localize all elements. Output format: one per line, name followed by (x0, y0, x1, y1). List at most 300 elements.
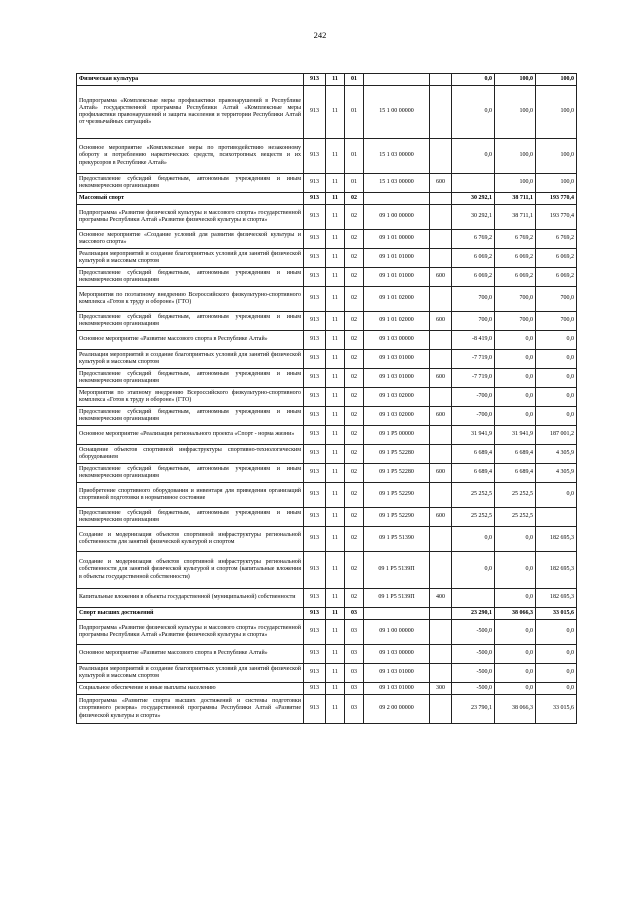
row-target-article (364, 74, 430, 86)
row-subsection-code: 02 (345, 464, 364, 483)
row-expense-type: 600 (430, 369, 452, 388)
row-amount-3: 0,0 (536, 664, 577, 683)
row-name: Предоставление субсидий бюджетным, автономным учреждениям и иным некоммерческим организациям (77, 369, 304, 388)
row-expense-type (430, 287, 452, 312)
row-name: Основное мероприятие «Создание условий для развития физической культуры и массового спорта» (77, 230, 304, 249)
row-expense-type (430, 350, 452, 369)
row-target-article: 15 1 03 00000 (364, 174, 430, 193)
row-target-article: 15 1 00 00000 (364, 86, 430, 139)
row-target-article: 09 1 01 00000 (364, 230, 430, 249)
row-name: Основное мероприятие «Реализация регионального проекта «Спорт - норма жизни» (77, 426, 304, 445)
row-amount-3: 0,0 (536, 483, 577, 508)
row-ved-code: 913 (304, 483, 326, 508)
row-amount-2: 0,0 (495, 407, 536, 426)
row-section-code: 11 (326, 589, 345, 608)
row-section-code: 11 (326, 287, 345, 312)
row-amount-2: 38 066,3 (495, 608, 536, 620)
table-row (77, 683, 577, 695)
row-ved-code: 913 (304, 350, 326, 369)
row-section-code: 11 (326, 388, 345, 407)
row-amount-1 (452, 589, 495, 608)
row-expense-type (430, 388, 452, 407)
row-amount-3: 700,0 (536, 312, 577, 331)
table-row (77, 695, 577, 724)
row-section-code: 11 (326, 331, 345, 350)
table-row (77, 508, 577, 527)
row-target-article: 09 1 01 02000 (364, 312, 430, 331)
row-subsection-code: 02 (345, 268, 364, 287)
row-target-article: 09 1 03 02000 (364, 388, 430, 407)
row-section-code: 11 (326, 174, 345, 193)
row-target-article: 09 1 03 01000 (364, 350, 430, 369)
table-row (77, 74, 577, 86)
row-subsection-code: 03 (345, 620, 364, 645)
row-section-code: 11 (326, 483, 345, 508)
row-expense-type: 300 (430, 683, 452, 695)
table-row (77, 620, 577, 645)
table-row (77, 426, 577, 445)
row-amount-3: 182 695,3 (536, 552, 577, 589)
row-section-code: 11 (326, 312, 345, 331)
row-amount-3: 100,0 (536, 174, 577, 193)
row-amount-2: 6 069,2 (495, 249, 536, 268)
row-subsection-code: 02 (345, 230, 364, 249)
row-name: Предоставление субсидий бюджетным, автономным учреждениям и иным некоммерческим организациям (77, 508, 304, 527)
row-subsection-code: 02 (345, 508, 364, 527)
row-expense-type (430, 483, 452, 508)
row-section-code: 11 (326, 139, 345, 174)
row-expense-type (430, 664, 452, 683)
row-subsection-code: 02 (345, 193, 364, 205)
table-row (77, 174, 577, 193)
row-expense-type (430, 139, 452, 174)
row-amount-2: 6 689,4 (495, 464, 536, 483)
row-amount-3: 6 069,2 (536, 249, 577, 268)
row-name: Создание и модернизация объектов спортивной инфраструктуры региональной собственности для занятий физической культурой и спортом (капитальные вложения в объекты государственной собственности) (77, 552, 304, 589)
table-row (77, 139, 577, 174)
row-amount-2: 0,0 (495, 664, 536, 683)
row-expense-type (430, 249, 452, 268)
table-row (77, 407, 577, 426)
row-ved-code: 913 (304, 407, 326, 426)
row-name: Предоставление субсидий бюджетным, автономным учреждениям и иным некоммерческим организациям (77, 464, 304, 483)
row-subsection-code: 01 (345, 174, 364, 193)
row-subsection-code: 03 (345, 683, 364, 695)
row-expense-type (430, 331, 452, 350)
row-subsection-code: 01 (345, 86, 364, 139)
row-amount-1: -500,0 (452, 683, 495, 695)
row-amount-2: 6 689,4 (495, 445, 536, 464)
row-target-article: 15 1 03 00000 (364, 139, 430, 174)
row-amount-1: -8 419,0 (452, 331, 495, 350)
row-amount-3: 187 001,2 (536, 426, 577, 445)
row-expense-type: 600 (430, 312, 452, 331)
row-amount-2: 0,0 (495, 527, 536, 552)
row-target-article: 09 1 P5 52290 (364, 483, 430, 508)
row-amount-2: 700,0 (495, 287, 536, 312)
row-ved-code: 913 (304, 268, 326, 287)
row-amount-3: 6 069,2 (536, 268, 577, 287)
row-amount-3: 6 769,2 (536, 230, 577, 249)
row-target-article: 09 2 00 00000 (364, 695, 430, 724)
row-target-article (364, 608, 430, 620)
row-ved-code: 913 (304, 664, 326, 683)
row-subsection-code: 02 (345, 527, 364, 552)
row-name: Капитальные вложения в объекты государственной (муниципальной) собственности (77, 589, 304, 608)
row-ved-code: 913 (304, 645, 326, 664)
row-ved-code: 913 (304, 331, 326, 350)
row-subsection-code: 03 (345, 608, 364, 620)
row-section-code: 11 (326, 230, 345, 249)
row-amount-2: 0,0 (495, 645, 536, 664)
row-name: Предоставление субсидий бюджетным, автономным учреждениям и иным некоммерческим организациям (77, 174, 304, 193)
row-amount-2: 6 069,2 (495, 268, 536, 287)
row-amount-2: 0,0 (495, 369, 536, 388)
row-amount-1: 6 689,4 (452, 464, 495, 483)
row-expense-type (430, 86, 452, 139)
row-subsection-code: 02 (345, 350, 364, 369)
row-subsection-code: 02 (345, 205, 364, 230)
row-ved-code: 913 (304, 552, 326, 589)
row-amount-1: -500,0 (452, 645, 495, 664)
table-row (77, 193, 577, 205)
row-section-code: 11 (326, 249, 345, 268)
row-subsection-code: 02 (345, 445, 364, 464)
row-section-code: 11 (326, 608, 345, 620)
row-expense-type: 400 (430, 589, 452, 608)
row-name: Спорт высших достижений (77, 608, 304, 620)
row-amount-3: 0,0 (536, 620, 577, 645)
row-amount-2: 0,0 (495, 388, 536, 407)
row-subsection-code: 02 (345, 249, 364, 268)
row-amount-3: 4 305,9 (536, 464, 577, 483)
row-target-article: 09 1 03 02000 (364, 407, 430, 426)
row-amount-2: 0,0 (495, 552, 536, 589)
row-amount-2: 0,0 (495, 620, 536, 645)
row-section-code: 11 (326, 205, 345, 230)
page-number: 242 (313, 30, 327, 40)
row-amount-1: 0,0 (452, 552, 495, 589)
table-row (77, 369, 577, 388)
row-expense-type (430, 426, 452, 445)
row-ved-code: 913 (304, 426, 326, 445)
row-name: Реализация мероприятий и создание благоприятных условий для занятий физической культурой и массовым спортом (77, 350, 304, 369)
row-target-article: 09 1 P5 52280 (364, 464, 430, 483)
row-name: Основное мероприятие «Комплексные меры по противодействию незаконному обороту и потреблению наркотических средств, психотропных веществ и их прекурсоров в Республике Алтай» (77, 139, 304, 174)
row-ved-code: 913 (304, 139, 326, 174)
row-expense-type (430, 552, 452, 589)
row-amount-2: 6 769,2 (495, 230, 536, 249)
row-ved-code: 913 (304, 287, 326, 312)
row-ved-code: 913 (304, 508, 326, 527)
row-name: Создание и модернизация объектов спортивной инфраструктуры региональной собственности для занятий физической культурой и спортом (77, 527, 304, 552)
row-ved-code: 913 (304, 608, 326, 620)
row-subsection-code: 02 (345, 552, 364, 589)
row-subsection-code: 03 (345, 645, 364, 664)
row-section-code: 11 (326, 407, 345, 426)
row-expense-type (430, 645, 452, 664)
row-subsection-code: 02 (345, 483, 364, 508)
row-section-code: 11 (326, 464, 345, 483)
row-amount-3: 0,0 (536, 331, 577, 350)
row-target-article: 09 1 00 00000 (364, 205, 430, 230)
row-ved-code: 913 (304, 193, 326, 205)
row-amount-3: 33 015,6 (536, 695, 577, 724)
row-amount-1: -700,0 (452, 407, 495, 426)
row-section-code: 11 (326, 193, 345, 205)
row-section-code: 11 (326, 86, 345, 139)
row-ved-code: 913 (304, 74, 326, 86)
table-row (77, 230, 577, 249)
row-amount-3: 0,0 (536, 369, 577, 388)
row-amount-1: 30 292,1 (452, 193, 495, 205)
row-subsection-code: 03 (345, 695, 364, 724)
row-expense-type (430, 620, 452, 645)
row-name: Предоставление субсидий бюджетным, автономным учреждениям и иным некоммерческим организациям (77, 407, 304, 426)
row-target-article: 09 1 01 01000 (364, 268, 430, 287)
row-amount-1: 700,0 (452, 287, 495, 312)
row-amount-3: 0,0 (536, 388, 577, 407)
row-amount-1: 0,0 (452, 139, 495, 174)
row-expense-type: 600 (430, 268, 452, 287)
table-row (77, 287, 577, 312)
row-section-code: 11 (326, 74, 345, 86)
row-target-article: 09 1 P5 51390 (364, 527, 430, 552)
row-amount-1: 23 290,1 (452, 608, 495, 620)
table-row (77, 249, 577, 268)
row-expense-type (430, 445, 452, 464)
table-row (77, 350, 577, 369)
row-section-code: 11 (326, 664, 345, 683)
row-amount-1: 6 069,2 (452, 249, 495, 268)
row-subsection-code: 02 (345, 407, 364, 426)
row-amount-2: 38 711,1 (495, 205, 536, 230)
row-amount-2: 38 066,3 (495, 695, 536, 724)
table-row (77, 483, 577, 508)
row-amount-1: -700,0 (452, 388, 495, 407)
row-name: Подпрограмма «Развитие физической культуры и массового спорта» государственной программы Республики Алтай «Развитие физической культуры и спорта» (77, 205, 304, 230)
row-amount-2: 0,0 (495, 350, 536, 369)
row-amount-3: 182 695,3 (536, 589, 577, 608)
table-row (77, 445, 577, 464)
row-name: Реализация мероприятий и создание благоприятных условий для занятий физической культурой и массовым спортом (77, 664, 304, 683)
row-target-article (364, 193, 430, 205)
row-amount-2: 38 711,1 (495, 193, 536, 205)
row-expense-type: 600 (430, 464, 452, 483)
row-target-article: 09 1 00 00000 (364, 620, 430, 645)
row-amount-3: 193 770,4 (536, 193, 577, 205)
row-amount-1: -7 719,0 (452, 369, 495, 388)
row-amount-2: 25 252,5 (495, 483, 536, 508)
row-expense-type: 600 (430, 174, 452, 193)
table-row (77, 205, 577, 230)
row-amount-1: 25 252,5 (452, 483, 495, 508)
row-target-article: 09 1 P5 52280 (364, 445, 430, 464)
row-target-article: 09 1 01 01000 (364, 249, 430, 268)
row-amount-2: 100,0 (495, 174, 536, 193)
row-ved-code: 913 (304, 249, 326, 268)
row-name: Основное мероприятие «Развитие массового спорта в Республике Алтай» (77, 645, 304, 664)
row-ved-code: 913 (304, 369, 326, 388)
row-amount-2: 100,0 (495, 74, 536, 86)
row-amount-3: 182 695,3 (536, 527, 577, 552)
row-name: Предоставление субсидий бюджетным, автономным учреждениям и иным некоммерческим организациям (77, 268, 304, 287)
row-ved-code: 913 (304, 230, 326, 249)
row-section-code: 11 (326, 552, 345, 589)
row-name: Предоставление субсидий бюджетным, автономным учреждениям и иным некоммерческим организациям (77, 312, 304, 331)
row-amount-2: 0,0 (495, 331, 536, 350)
row-amount-1: 6 769,2 (452, 230, 495, 249)
row-amount-3 (536, 508, 577, 527)
row-name: Подпрограмма «Развитие физической культуры и массового спорта» государственной программы Республики Алтай «Развитие физической культуры и спорта» (77, 620, 304, 645)
row-target-article: 09 1 P5 5139П (364, 589, 430, 608)
row-ved-code: 913 (304, 589, 326, 608)
row-ved-code: 913 (304, 174, 326, 193)
row-section-code: 11 (326, 527, 345, 552)
row-name: Основное мероприятие «Развитие массового спорта в Республике Алтай» (77, 331, 304, 350)
row-name: Социальное обеспечение и иные выплаты населению (77, 683, 304, 695)
row-amount-1: 6 689,4 (452, 445, 495, 464)
table-row (77, 589, 577, 608)
row-amount-1: 30 292,1 (452, 205, 495, 230)
row-name: Подпрограмма «Развитие спорта высших достижений и системы подготовки спортивного резерва» государственной программы Республики Алтай «Развитие физической культуры и спорта» (77, 695, 304, 724)
row-subsection-code: 01 (345, 139, 364, 174)
row-amount-2: 100,0 (495, 139, 536, 174)
row-amount-1: -500,0 (452, 620, 495, 645)
row-section-code: 11 (326, 683, 345, 695)
table-row (77, 552, 577, 589)
row-section-code: 11 (326, 508, 345, 527)
row-amount-2: 0,0 (495, 683, 536, 695)
row-section-code: 11 (326, 445, 345, 464)
row-amount-2: 0,0 (495, 589, 536, 608)
row-section-code: 11 (326, 645, 345, 664)
table-row (77, 268, 577, 287)
table-row (77, 527, 577, 552)
row-amount-2: 31 941,9 (495, 426, 536, 445)
row-amount-1: 0,0 (452, 86, 495, 139)
row-section-code: 11 (326, 369, 345, 388)
row-expense-type (430, 527, 452, 552)
row-amount-3: 0,0 (536, 407, 577, 426)
row-amount-3: 0,0 (536, 350, 577, 369)
row-target-article: 09 1 01 02000 (364, 287, 430, 312)
row-subsection-code: 02 (345, 369, 364, 388)
row-name: Массовый спорт (77, 193, 304, 205)
row-expense-type (430, 230, 452, 249)
row-amount-3: 0,0 (536, 645, 577, 664)
row-target-article: 09 1 03 01000 (364, 683, 430, 695)
row-section-code: 11 (326, 620, 345, 645)
row-target-article: 09 1 P5 00000 (364, 426, 430, 445)
row-target-article: 09 1 P5 52290 (364, 508, 430, 527)
row-name: Подпрограмма «Комплексные меры профилактики правонарушений в Республике Алтай» государственной программы Республики Алтай «Комплексные меры профилактики правонарушений и защита населения и территории Республики Алтай от чрезвычайных ситуаций» (77, 86, 304, 139)
row-target-article: 09 1 03 01000 (364, 369, 430, 388)
row-expense-type (430, 74, 452, 86)
row-target-article: 09 1 P5 5139П (364, 552, 430, 589)
row-section-code: 11 (326, 695, 345, 724)
row-amount-3: 193 770,4 (536, 205, 577, 230)
row-amount-3: 700,0 (536, 287, 577, 312)
row-amount-1 (452, 174, 495, 193)
row-subsection-code: 02 (345, 426, 364, 445)
row-subsection-code: 03 (345, 664, 364, 683)
row-amount-2: 700,0 (495, 312, 536, 331)
row-amount-2: 100,0 (495, 86, 536, 139)
row-amount-3: 100,0 (536, 139, 577, 174)
row-expense-type (430, 193, 452, 205)
row-expense-type (430, 205, 452, 230)
row-amount-1: 31 941,9 (452, 426, 495, 445)
row-expense-type: 600 (430, 508, 452, 527)
row-amount-3: 100,0 (536, 74, 577, 86)
row-ved-code: 913 (304, 695, 326, 724)
budget-table (76, 73, 577, 724)
row-ved-code: 913 (304, 683, 326, 695)
row-ved-code: 913 (304, 388, 326, 407)
row-ved-code: 913 (304, 445, 326, 464)
table-row (77, 645, 577, 664)
row-amount-3: 33 015,6 (536, 608, 577, 620)
row-section-code: 11 (326, 350, 345, 369)
row-amount-3: 0,0 (536, 683, 577, 695)
row-ved-code: 913 (304, 464, 326, 483)
row-amount-3: 4 305,9 (536, 445, 577, 464)
row-target-article: 09 1 03 01000 (364, 664, 430, 683)
row-ved-code: 913 (304, 86, 326, 139)
table-row (77, 86, 577, 139)
row-expense-type (430, 608, 452, 620)
row-subsection-code: 02 (345, 287, 364, 312)
row-subsection-code: 02 (345, 331, 364, 350)
row-name: Мероприятия по поэтапному внедрению Всероссийского физкультурно-спортивного комплекса «Готов к труду и обороне» (ГТО) (77, 287, 304, 312)
row-subsection-code: 01 (345, 74, 364, 86)
row-ved-code: 913 (304, 312, 326, 331)
row-expense-type: 600 (430, 407, 452, 426)
row-section-code: 11 (326, 268, 345, 287)
row-subsection-code: 02 (345, 312, 364, 331)
row-amount-2: 25 252,5 (495, 508, 536, 527)
row-target-article: 09 1 03 00000 (364, 331, 430, 350)
row-amount-1: 25 252,5 (452, 508, 495, 527)
table-row (77, 608, 577, 620)
table-row (77, 331, 577, 350)
row-amount-3: 100,0 (536, 86, 577, 139)
table-row (77, 664, 577, 683)
row-amount-1: 0,0 (452, 527, 495, 552)
row-ved-code: 913 (304, 205, 326, 230)
row-subsection-code: 02 (345, 388, 364, 407)
row-name: Физическая культура (77, 74, 304, 86)
row-name: Реализация мероприятий и создание благоприятных условий для занятий физической культурой и массовым спортом (77, 249, 304, 268)
row-ved-code: 913 (304, 620, 326, 645)
row-subsection-code: 02 (345, 589, 364, 608)
row-amount-1: 23 790,1 (452, 695, 495, 724)
row-amount-1: 700,0 (452, 312, 495, 331)
table-row (77, 464, 577, 483)
row-name: Мероприятия по этапному внедрению Всероссийского физкультурно-спортивного комплекса «Готов к труду и обороне» (ГТО) (77, 388, 304, 407)
row-expense-type (430, 695, 452, 724)
row-section-code: 11 (326, 426, 345, 445)
row-ved-code: 913 (304, 527, 326, 552)
row-amount-1: -7 719,0 (452, 350, 495, 369)
row-target-article: 09 1 03 00000 (364, 645, 430, 664)
table-row (77, 388, 577, 407)
row-amount-1: 6 069,2 (452, 268, 495, 287)
table-row (77, 312, 577, 331)
row-amount-1: 0,0 (452, 74, 495, 86)
row-name: Оснащение объектов спортивной инфраструктуры спортивно-технологическим оборудованием (77, 445, 304, 464)
